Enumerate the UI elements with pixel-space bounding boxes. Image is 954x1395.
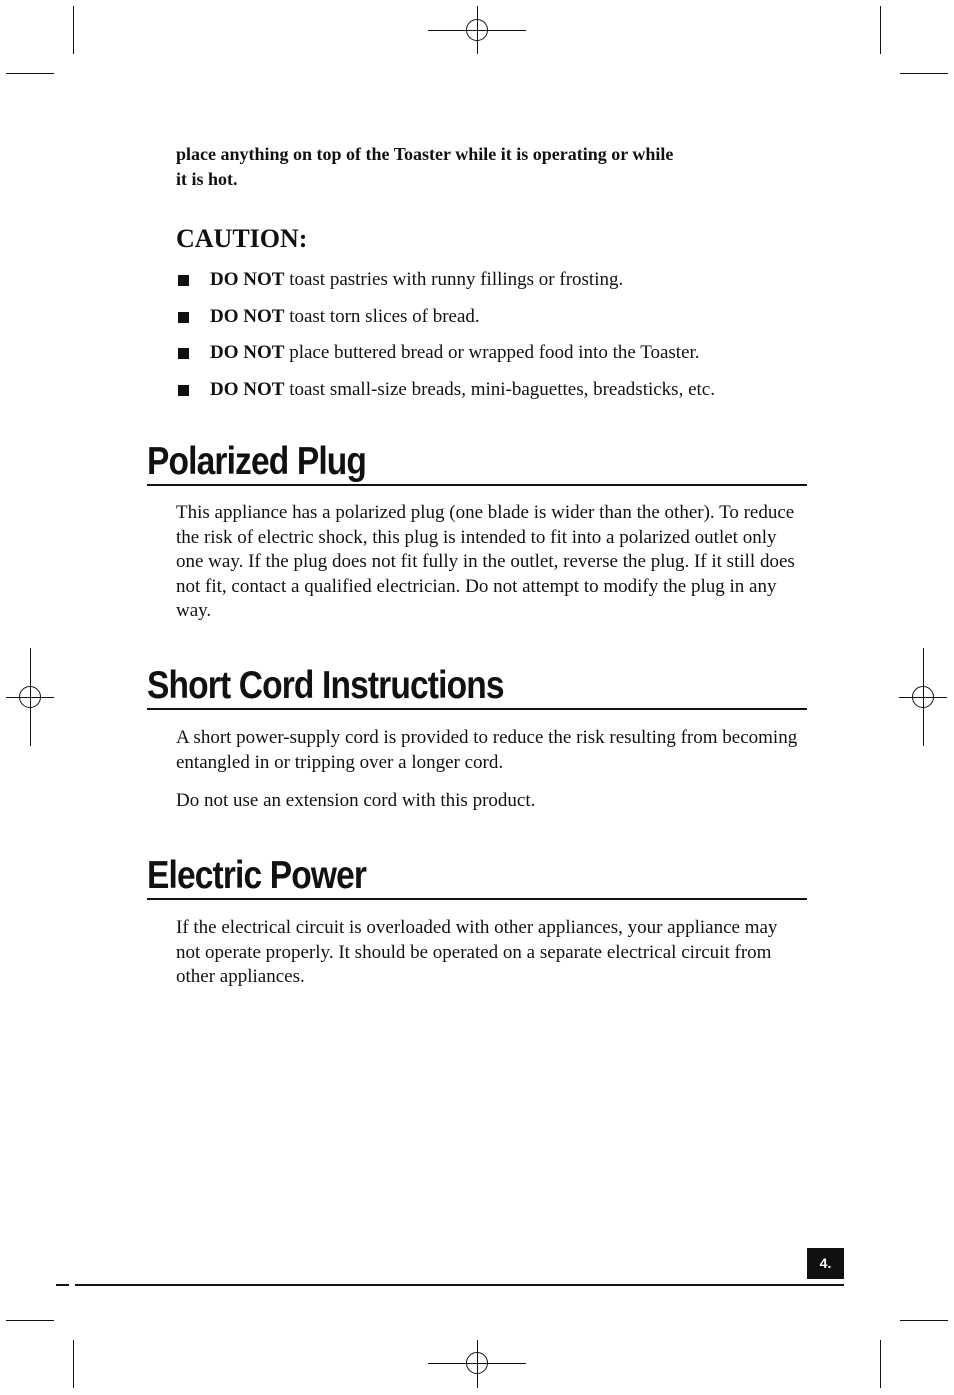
- footer-rule: [75, 1284, 844, 1286]
- caution-item: [176, 303, 816, 340]
- caution-item: [176, 266, 816, 303]
- caution-item-text: toast pastries with runny fillings or frosting.: [284, 269, 624, 290]
- caution-item: [176, 376, 816, 413]
- caution-item-text: place buttered bread or wrapped food into the Toaster.: [284, 342, 700, 363]
- square-bullet-icon: [178, 385, 189, 396]
- caution-list: [176, 266, 816, 412]
- caution-item-strong: DO NOT: [210, 378, 285, 400]
- polarized-plug-paragraph: This appliance has a polarized plug (one blade is wider than the other). To reduce the risk of electric shock, this plug is intended to fit into a polarized outlet only one way. If the plug does not fit fully in the outlet, reverse the plug. If it still does not fit, contact a qualified electrician. Do not attempt to modify the plug in any way.: [176, 502, 795, 621]
- square-bullet-icon: [178, 348, 189, 359]
- short-cord-paragraph-1: A short power-supply cord is provided to reduce the risk resulting from becoming entangled in or tripping over a longer cord.: [176, 727, 798, 773]
- intro-line-1: place anything on top of the Toaster while it is operating or while: [176, 144, 674, 164]
- caution-item-strong: DO NOT: [210, 342, 285, 363]
- square-bullet-icon: [178, 312, 189, 323]
- caution-item: [176, 339, 816, 376]
- section-title-electric-power: [147, 854, 807, 900]
- section-title-polarized-plug: [147, 440, 807, 486]
- section-title-short-cord: [147, 664, 807, 710]
- page-number: 4.: [807, 1248, 844, 1279]
- footer-rule-short: [56, 1284, 69, 1286]
- caution-heading: CAUTION:: [176, 224, 308, 253]
- electric-power-paragraph: If the electrical circuit is overloaded with other appliances, your appliance may not operate properly. It should be operated on a separate electrical circuit from other appliances.: [176, 917, 778, 987]
- section-title-text: Polarized Plug: [147, 440, 367, 483]
- caution-item-strong: DO NOT: [210, 305, 285, 327]
- intro-line-2: it is hot.: [176, 169, 238, 189]
- caution-item-text: toast small-size breads, mini-baguettes, breadsticks, etc.: [284, 378, 715, 400]
- intro-warning: [176, 142, 776, 192]
- square-bullet-icon: [178, 275, 189, 286]
- caution-item-strong: DO NOT: [210, 269, 285, 290]
- short-cord-paragraph-2: Do not use an extension cord with this product.: [176, 790, 536, 811]
- section-title-text: Short Cord Instructions: [147, 664, 504, 707]
- caution-item-text: toast torn slices of bread.: [284, 305, 480, 327]
- section-title-text: Electric Power: [147, 854, 367, 897]
